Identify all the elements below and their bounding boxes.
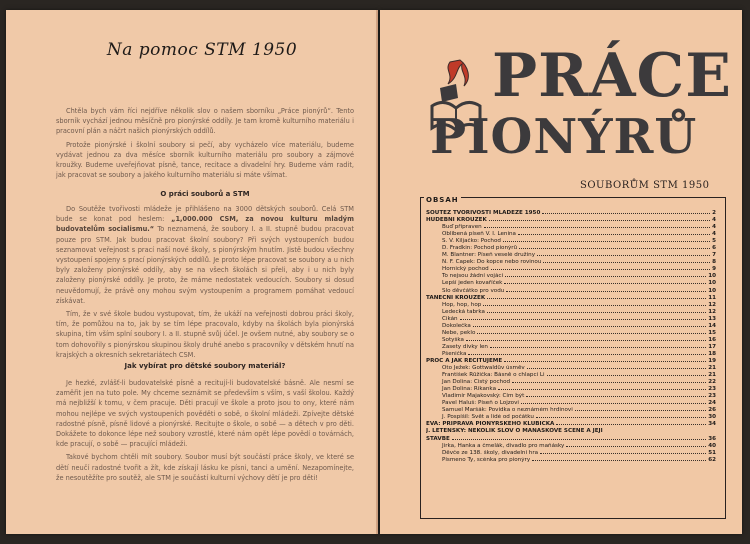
contents-entry	[426, 372, 716, 379]
contents-entry-page: 21	[708, 372, 716, 379]
contents-entry-page: 11	[708, 294, 716, 301]
contents-entry-page: 51	[708, 449, 716, 456]
contents-entry-title: Dokolečka	[442, 322, 471, 329]
paragraph-text: Do Soutěže tvořivosti mládeže je přihlášeno na 3000 dětských souborů. Celá STM bude se konat pod heslem:	[56, 205, 354, 224]
contents-entry	[426, 309, 716, 316]
contents-leader-dots	[542, 213, 710, 214]
contents-entry-page: 24	[708, 400, 716, 407]
contents-entry-page: 10	[708, 287, 716, 294]
contents-entry-page: 4	[712, 231, 716, 238]
contents-leader-dots	[452, 439, 706, 440]
contents-entry-title: STAVBĚ	[426, 435, 450, 442]
contents-entry	[426, 428, 716, 435]
contents-leader-dots	[547, 375, 707, 376]
contents-leader-dots	[473, 326, 706, 327]
masthead-prace: PRÁCE	[492, 41, 733, 111]
contents-entry	[426, 450, 716, 457]
paragraph: Chtěla bych vám říci nejdříve několik slov o našem sborníku „Práce pionýrů“. Tento sborník vychází jednou měsíčně pro pionýrské oddíly. Je tam kromě kulturního materiálu i pracovní plán a náčrt našich pionýrských oddílů.	[56, 107, 354, 136]
contents-entry-page: 10	[708, 280, 716, 287]
contents-entry-title: Děvče ze 138. školy, divadelní hra	[442, 449, 539, 456]
contents-entry-title: EVA: PŘÍPRAVA PIONÝRSKÉHO KLUBÍČKA	[426, 421, 555, 428]
contents-entry	[426, 280, 716, 287]
contents-entry-page: 30	[708, 414, 716, 421]
contents-entry	[426, 316, 716, 323]
contents-entry-title: J. Pospíšil: Svět a lidé od počátku	[442, 414, 534, 421]
contents-list	[426, 210, 716, 464]
paragraph: Protože pionýrské i školní soubory si pečí, aby vycházelo více materiálu, budeme vydávat jednou za dva měsíce sborník kulturního materiálu pro soubory a zájmové kroužky. Budeme uveřejňovat písně, tance, recitace a divadelní hry. Budeme vám radit, jak pracovat se soubory a jakého kulturního materiálu si máte všímat.	[56, 140, 354, 180]
contents-entry-title: Pavel Haluš: Píseň o Lojzovi	[442, 400, 519, 407]
contents-entry	[426, 436, 716, 443]
contents-entry-title: Písmeno Ty, scénka pro pionýry	[442, 456, 531, 463]
contents-entry-title: J. LETENSKÝ: NĚKOLIK SLOV O MAŇÁSKOVÉ SCÉNĚ A JEJÍ	[426, 428, 603, 435]
contents-leader-dots	[468, 354, 706, 355]
contents-entry	[426, 337, 716, 344]
contents-entry-title: Lepší jeden kovaříček	[442, 280, 503, 287]
contents-entry-page: 23	[708, 386, 716, 393]
contents-entry	[426, 231, 716, 238]
contents-entry-title: Pšenička	[442, 350, 467, 357]
contents-entry-title: František Růžička: Básně o chlapci Li	[442, 372, 545, 379]
contents-entry	[426, 414, 716, 421]
contents-entry-page: 14	[708, 322, 716, 329]
contents-entry	[426, 344, 716, 351]
contents-entry-page: 10	[708, 273, 716, 280]
contents-entry-page: 7	[712, 252, 716, 259]
contents-entry-page: 17	[708, 343, 716, 350]
contents-leader-dots	[519, 248, 710, 249]
contents-entry-title: S. V. Kiljačko: Pochod	[442, 238, 501, 245]
subheading-souboru: O práci souborů a STM	[160, 190, 250, 198]
contents-leader-dots	[540, 453, 706, 454]
contents-entry-title: Cikán	[442, 315, 458, 322]
contents-entry	[426, 245, 716, 252]
contents-leader-dots	[504, 283, 706, 284]
contents-leader-dots	[491, 269, 710, 270]
contents-entry-title: TANEČNÍ KROUŽEK	[426, 294, 486, 301]
subheading-material: Jak vybírat pro dětské soubory materiál?	[124, 362, 286, 370]
contents-entry-page: 16	[708, 336, 716, 343]
contents-entry-page: 2	[712, 210, 716, 216]
contents-leader-dots	[536, 417, 706, 418]
contents-leader-dots	[498, 389, 706, 390]
contents-leader-dots	[504, 361, 706, 362]
contents-entry-title: Hop, hop, hop	[442, 301, 482, 308]
contents-entry-title: Šlo děvčátko pro vodu	[442, 287, 505, 294]
left-page-title: Na pomoc STM 1950	[106, 40, 298, 60]
contents-entry	[426, 407, 716, 414]
contents-entry	[426, 288, 716, 295]
contents-leader-dots	[503, 241, 710, 242]
contents-entry	[426, 351, 716, 358]
contents-entry-title: Samuel Maršák: Povídka o neznámém hrdinovi	[442, 407, 573, 414]
contents-leader-dots	[521, 403, 706, 404]
contents-entry-title: N. F. Čapek: Do kopce nebo rovinou	[442, 259, 542, 266]
masthead-pionyru: PIONÝRŮ	[430, 109, 698, 165]
contents-entry-title: Buď připraven	[442, 224, 482, 231]
contents-entry-page: 21	[708, 365, 716, 372]
contents-entry-page: 26	[708, 407, 716, 414]
contents-entry-title: Hornický pochod	[442, 266, 489, 273]
left-body-stm	[56, 204, 354, 363]
contents-entry	[426, 266, 716, 273]
contents-entry	[426, 457, 716, 464]
contents-leader-dots	[566, 446, 706, 447]
contents-entry-page: 34	[708, 421, 716, 428]
contents-leader-dots	[490, 347, 706, 348]
contents-entry-title: M. Blantner: Píseň veselé družiny	[442, 252, 536, 259]
left-body-intro	[56, 106, 354, 183]
contents-entry-page: 15	[708, 329, 716, 336]
contents-leader-dots	[556, 424, 706, 425]
contents-entry-page: 22	[708, 379, 716, 386]
contents-entry-page: 23	[708, 393, 716, 400]
contents-entry-title: Vladimír Majakovský: Čím být	[442, 393, 525, 400]
paragraph-text: To neznamená, že soubory I. a II. stupně budou pracovat pouze pro STM. Jak budou pracovat školní soubory? Při svých vystoupeních budou seznamovat veřejnost s prací naší nové školy, s pionýrským hnutím. Jistě budou všechny vystoupení spojeny s prací pionýrských oddílů. Je proto lépe pracovat se soubory a u nich byly založeny pionýrské oddíly, aby se na všech školách si přeli, aby i u nich byly založeny pionýrské oddíly. Je proto, že máme nedostatek vedoucích. Soubory si dosud neuvědomují, že právě ony mohou svým vystoupením a programem pomáhat vedoucí získávat.	[56, 225, 355, 305]
contents-leader-dots	[466, 340, 706, 341]
contents-entry	[426, 400, 716, 407]
contents-heading: OBSAH	[426, 196, 459, 204]
contents-entry-page: 13	[708, 315, 716, 322]
contents-leader-dots	[537, 255, 710, 256]
contents-entry-page: 18	[708, 350, 716, 357]
contents-leader-dots	[512, 382, 706, 383]
contents-entry-title: HUDEBNÍ KROUŽEK	[426, 217, 487, 224]
contents-entry-page: 9	[712, 266, 716, 273]
contents-leader-dots	[487, 298, 706, 299]
contents-entry	[426, 358, 716, 365]
contents-entry-title: Ledecká tabrka	[442, 308, 485, 315]
contents-entry	[426, 224, 716, 231]
contents-entry-page: 5	[712, 238, 716, 245]
contents-entry-page: 12	[708, 308, 716, 315]
contents-leader-dots	[543, 262, 710, 263]
contents-leader-dots	[460, 319, 707, 320]
contents-entry-title: Jirka, Hanka a čmelák, divadlo pro maňásky	[442, 442, 565, 449]
contents-entry-title: Šotyška	[442, 336, 464, 343]
contents-entry-title: Nebe, peklo	[442, 329, 476, 336]
contents-entry-title: Jan Dolina: Říkanka	[442, 386, 496, 393]
masthead-subtitle: SOUBORŮM STM 1950	[580, 180, 710, 191]
contents-leader-dots	[518, 234, 710, 235]
contents-entry-title: Oto Ježek: Gottwaldův úsměv	[442, 365, 525, 372]
contents-entry	[426, 379, 716, 386]
paragraph: Je hezké, zvlášť-li budovatelské písně a recitují-li budovatelské básně. Ale nesmí se zaměřit jen na tuto pole. My chceme seznámit se především s vším, s vaší školou. Každý má nejbližší k tomu, v čem pracuje. Děti pracují ve škole a proto jsou to ony, které nám mohou nejlépe ve svých vystoupeních pověděti o sobě, o školní mládeži. Zpívejte dětské radostné písně, písně lidové a pionýrské. Recitujte o škole, o sobě — a dětech v pro děti. Dokážete to dokonce lépe než soubory vzrostlé, které nám opět lépe povědí o továrnách, kde pracují, o sobě — pracující mládeži.	[56, 379, 354, 449]
contents-entry	[426, 421, 716, 428]
left-body-material	[56, 378, 354, 486]
contents-entry-page: 62	[708, 456, 716, 463]
contents-entry	[426, 323, 716, 330]
paragraph	[56, 204, 354, 306]
contents-leader-dots	[483, 305, 706, 306]
contents-entry	[426, 393, 716, 400]
contents-entry	[426, 330, 716, 337]
contents-leader-dots	[487, 312, 706, 313]
contents-entry-page: 6	[712, 245, 716, 252]
slogan-text: „1,000.000 CSM, za novou kulturu mladým budovatelům socialismu.“	[56, 215, 354, 234]
contents-entry	[426, 238, 716, 245]
contents-entry-title: PROČ A JAK RECITUJEME	[426, 357, 503, 364]
contents-entry-title: To nejsou žádní vojáci	[442, 273, 504, 280]
contents-leader-dots	[532, 460, 706, 461]
contents-entry	[426, 302, 716, 309]
contents-entry-page: 19	[708, 357, 716, 364]
contents-leader-dots	[484, 227, 710, 228]
contents-entry-page: 40	[708, 442, 716, 449]
contents-entry-page: 4	[712, 217, 716, 224]
contents-entry-page: 36	[708, 435, 716, 442]
contents-entry	[426, 295, 716, 302]
contents-leader-dots	[575, 410, 706, 411]
contents-entry-page: 12	[708, 301, 716, 308]
contents-entry-title: Jan Dolina: Čistý pochod	[442, 379, 511, 386]
contents-leader-dots	[477, 333, 706, 334]
contents-entry-title: D. Fradkin: Pochod pionýrů	[442, 245, 518, 252]
contents-leader-dots	[527, 368, 706, 369]
contents-entry	[426, 252, 716, 259]
contents-entry	[426, 443, 716, 450]
contents-leader-dots	[505, 276, 706, 277]
contents-entry-page: 4	[712, 224, 716, 231]
paragraph: Takové bychom chtěli mít soubory. Soubor musí být součástí práce školy, ve které se dětí neučí radostné tvořit a žít, kde získají lásku ke písni, tanci a umění. Nezapomínejte, že nesoutěžíte pro soutěž, ale STM je součástí kulturní výchovy dětí je pro děti!	[56, 453, 354, 482]
contents-entry	[426, 365, 716, 372]
contents-entry	[426, 210, 716, 217]
contents-entry	[426, 273, 716, 280]
contents-entry-title: Zasety dívky len	[442, 343, 488, 350]
contents-leader-dots	[526, 396, 706, 397]
contents-entry	[426, 217, 716, 224]
contents-entry	[426, 259, 716, 266]
contents-leader-dots	[489, 220, 710, 221]
contents-entry-page: 8	[712, 259, 716, 266]
contents-entry-title: SOUTĚŽ TVOŘIVOSTI MLÁDEŽE 1950	[426, 210, 541, 216]
contents-entry	[426, 386, 716, 393]
contents-entry-title: Oblíbená píseň V. I. Lenina	[442, 231, 516, 238]
paragraph: Tím, že v své škole budou vystupovat, tím, že ukáží na veřejnosti dobrou práci školy, tím, že pomůžou na to, jak by se tím lépe pracovalo, kdyby na školách byla pionýrská skupina, tím vším splní soubory I. a II. stupně svůj účel. Je ovšem nutné, aby soubory se o tom dohovořily s pionýrskou skupinou školy druhé anebo s pracovníky v dětském hnutí na krajských a okresních sekretariátech CSM.	[56, 310, 354, 359]
contents-leader-dots	[506, 291, 706, 292]
